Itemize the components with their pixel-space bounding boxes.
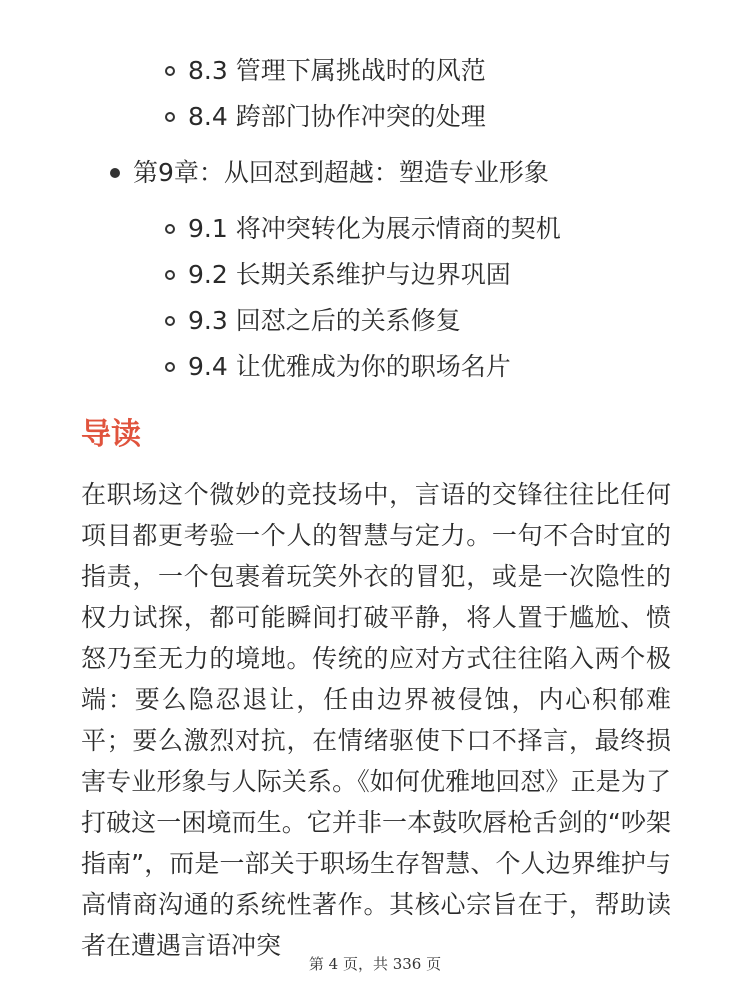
hollow-bullet-icon [165,112,175,122]
chapter-8-section-list [165,48,486,140]
toc-section-label: 9.3 回怼之后的关系修复 [188,306,461,335]
hollow-bullet-icon [165,270,175,280]
toc-section-9-1[interactable] [165,206,561,252]
filled-bullet-icon [110,168,120,178]
chapter-9-section-list [165,206,561,390]
toc-section-9-4[interactable] [165,344,561,390]
hollow-bullet-icon [165,224,175,234]
hollow-bullet-icon [165,316,175,326]
toc-section-label: 9.1 将冲突转化为展示情商的契机 [188,214,561,243]
toc-section-8-4[interactable] [165,94,486,140]
toc-section-label: 9.4 让优雅成为你的职场名片 [188,352,511,381]
intro-heading: 导读 [81,417,141,452]
toc-section-9-2[interactable] [165,252,561,298]
page-number: 第 4 页，共 336 页 [308,955,442,973]
hollow-bullet-icon [165,362,175,372]
toc-section-label: 8.3 管理下属挑战时的风范 [188,56,486,85]
toc-section-label: 8.4 跨部门协作冲突的处理 [188,102,486,131]
toc-section-8-3[interactable] [165,48,486,94]
toc-chapter-9[interactable] [110,150,549,196]
toc-section-9-3[interactable] [165,298,561,344]
toc-section-label: 9.2 长期关系维护与边界巩固 [188,260,511,289]
intro-paragraph: 在职场这个微妙的竞技场中，言语的交锋往往比任何项目都更考验一个人的智慧与定力。一句不合时宜的指责，一个包裹着玩笑外衣的冒犯，或是一次隐性的权力试探，都可能瞬间打破平静，将人置于尴尬、愤怒乃至无力的境地。传统的应对方式往往陷入两个极端：要么隐忍退让，任由边界被侵蚀，内心积郁难平；要么激烈对抗，在情绪驱使下口不择言，最终损害专业形象与人际关系。《如何优雅地回怼》正是为了打破这一困境而生。它并非一本鼓吹唇枪舌剑的“吵架指南”，而是一部关于职场生存智慧、个人边界维护与高情商沟通的系统性著作。其核心宗旨在于，帮助读者在遭遇言语冲突 [81,480,671,960]
hollow-bullet-icon [165,66,175,76]
toc-chapter-label: 第9章：从回怼到超越：塑造专业形象 [133,158,549,187]
